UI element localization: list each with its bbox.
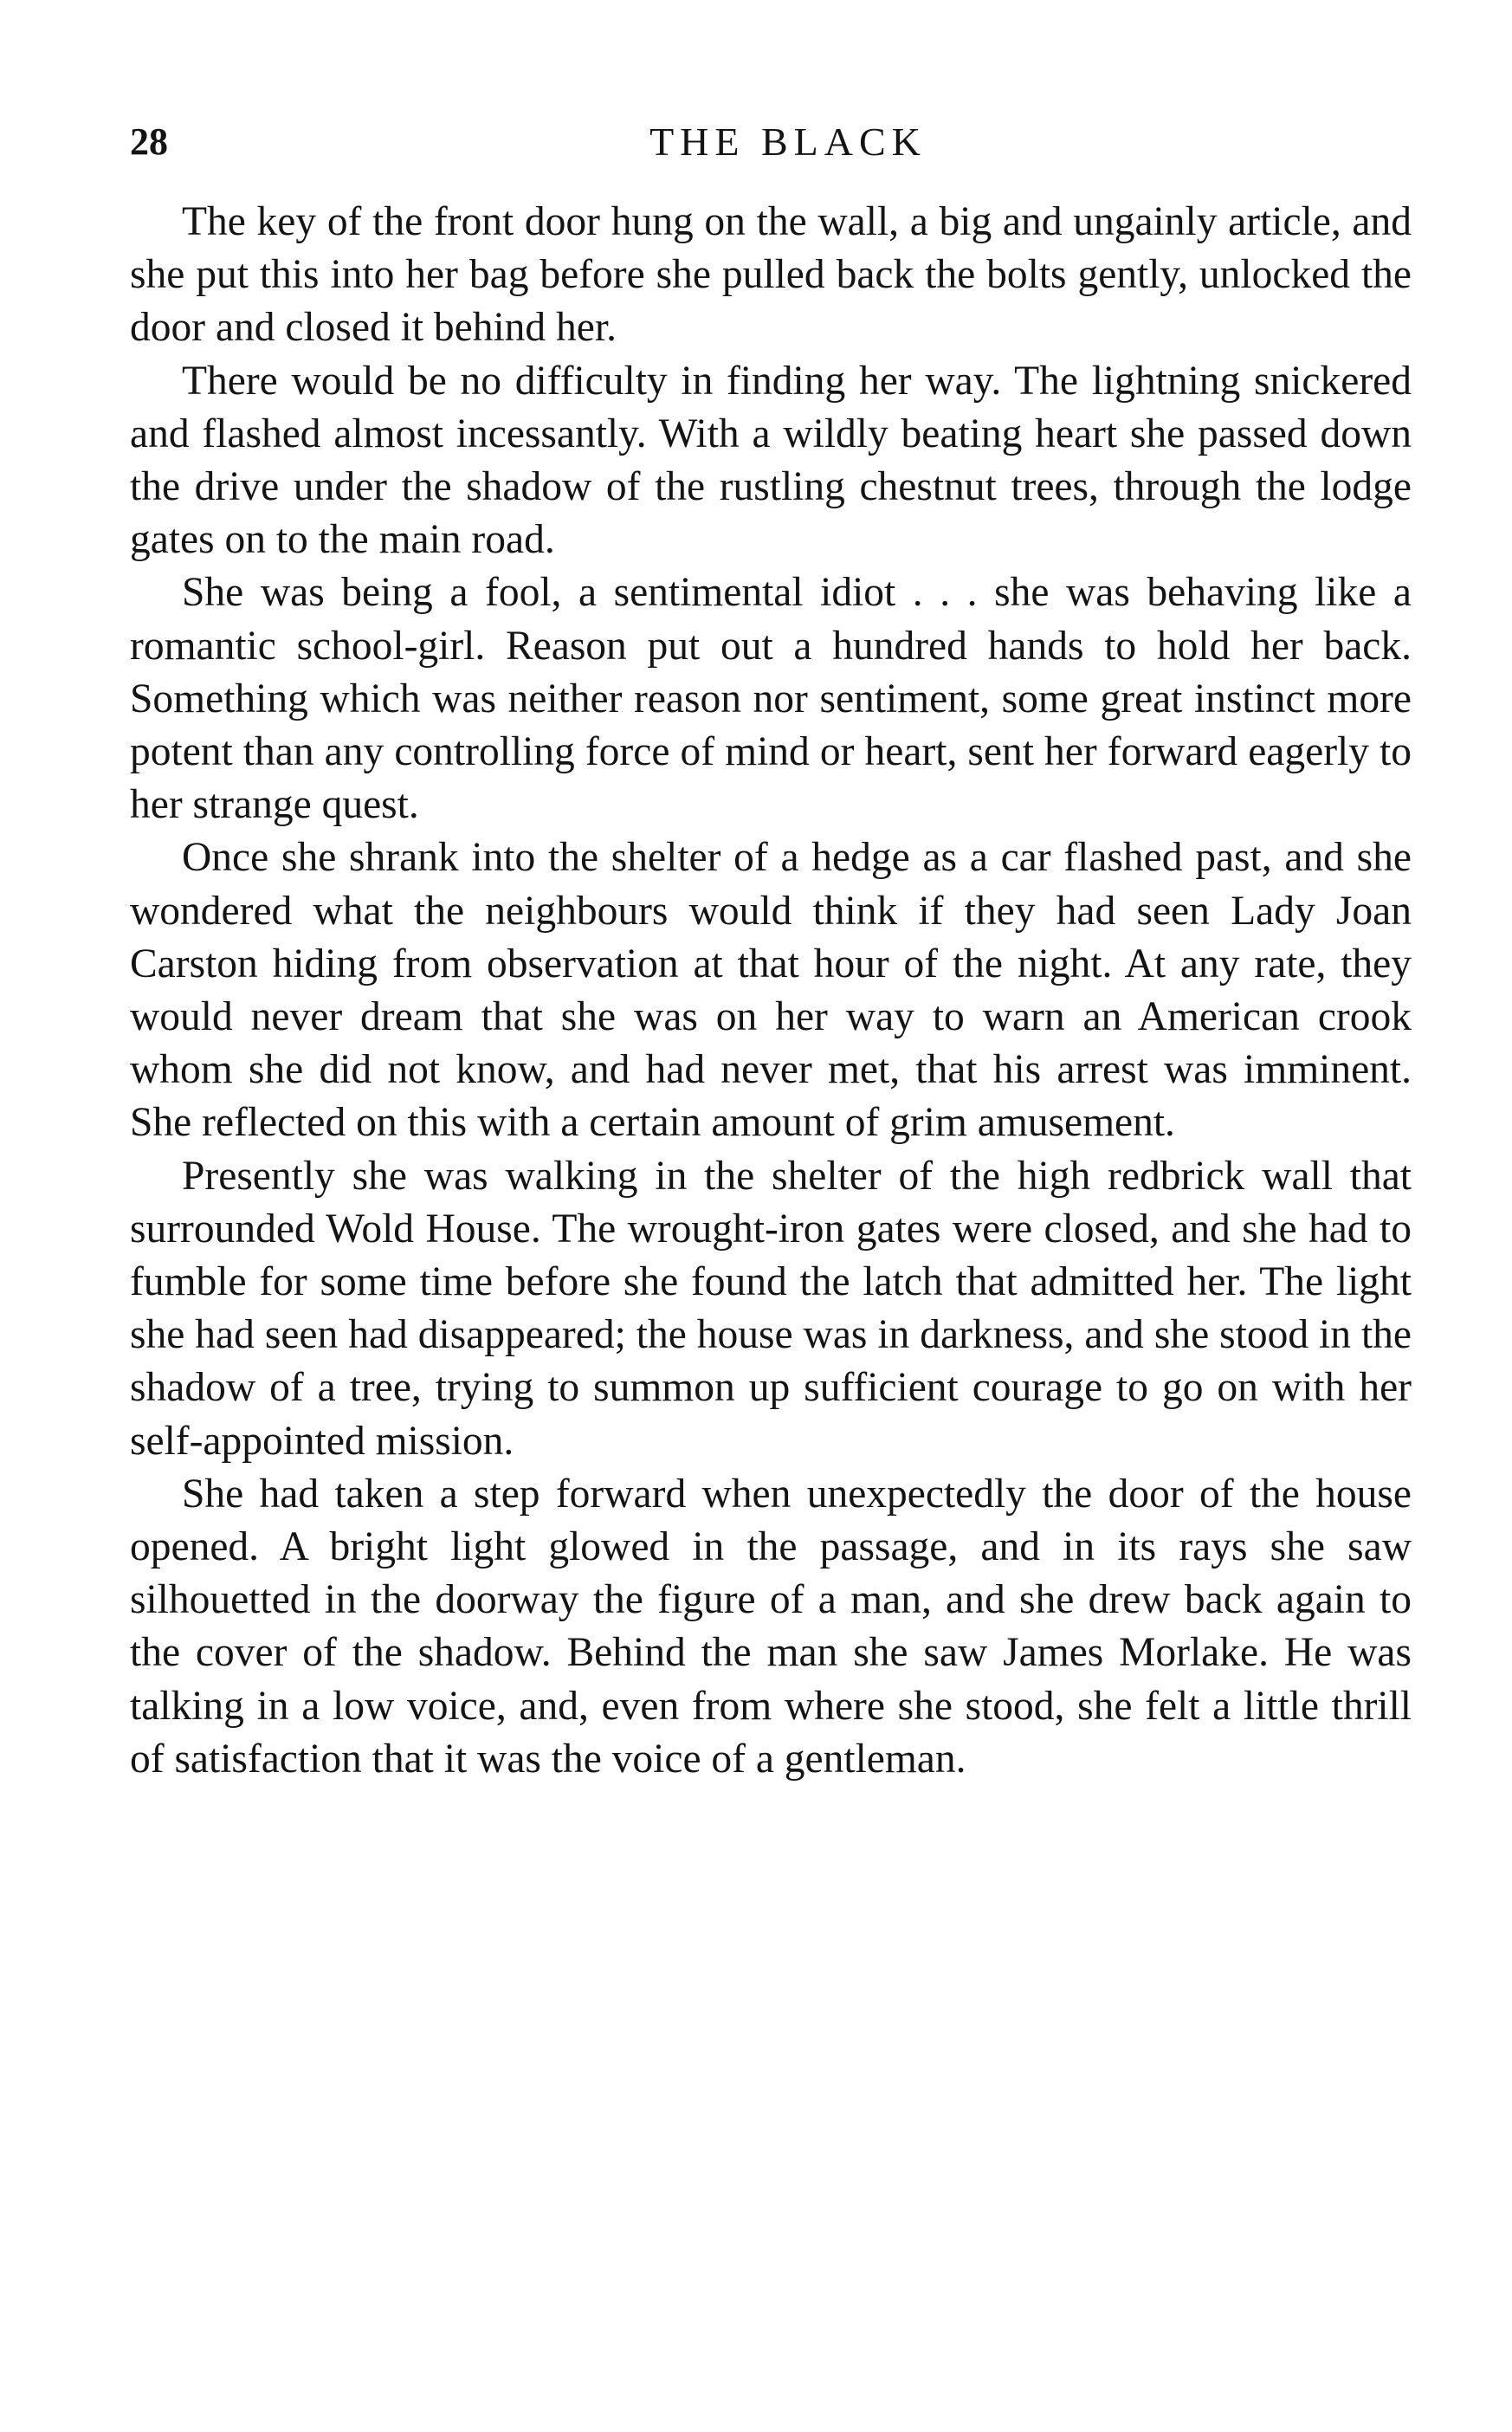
paragraph: She was being a fool, a sentimental idiot . . . she was behaving like a romantic school-girl. Reason put out a hundred hands to hold her back. Something which was neither reason nor sentiment, some great instinct more potent than any controlling force of mind or heart, sent her forward eagerly to her strange quest. bbox=[130, 570, 1412, 828]
paragraph: Once she shrank into the shelter of a hedge as a car flashed past, and she wondered what the neighbours would think if they had seen Lady Joan Carston hiding from observation at that hour of the night. At any rate, they would never dream that she was on her way to warn an American crook whom she did not know, and had never met, that his arrest was imminent. She reflected on this with a certain amount of grim amusement. bbox=[130, 835, 1412, 1146]
running-head bbox=[130, 116, 1412, 168]
paragraph: Presently she was walking in the shelter of the high redbrick wall that surrounded Wold House. The wrought-iron gates were closed, and she had to fumble for some time before she found the latch that admitted her. The light she had seen had disappeared; the house was in darkness, and she stood in the shadow of a tree, trying to summon up sufficient courage to go on with her self-appointed mission. bbox=[130, 1153, 1412, 1464]
running-title: THE BLACK bbox=[649, 120, 927, 164]
paragraph: She had taken a step forward when unexpectedly the door of the house opened. A bright light glowed in the passage, and in its rays she saw silhouetted in the doorway the figure of a man, and she drew back again to the cover of the shadow. Behind the man she saw James Morlake. He was talking in a low voice, and, even from where she stood, she felt a little thrill of satisfaction that it was the voice of a gentleman. bbox=[130, 1471, 1412, 1782]
paragraph: The key of the front door hung on the wall, a big and ungainly article, and she put this into her bag before she pulled back the bolts gently, unlocked the door and closed it behind her. bbox=[130, 199, 1412, 351]
paragraph: There would be no difficulty in finding her way. The lightning snickered and flashed almost incessantly. With a wildly beating heart she passed down the drive under the shadow of the rustling chestnut trees, through the lodge gates on to the main road. bbox=[130, 358, 1412, 563]
page-number: 28 bbox=[130, 120, 168, 163]
body-text bbox=[130, 196, 1412, 1786]
